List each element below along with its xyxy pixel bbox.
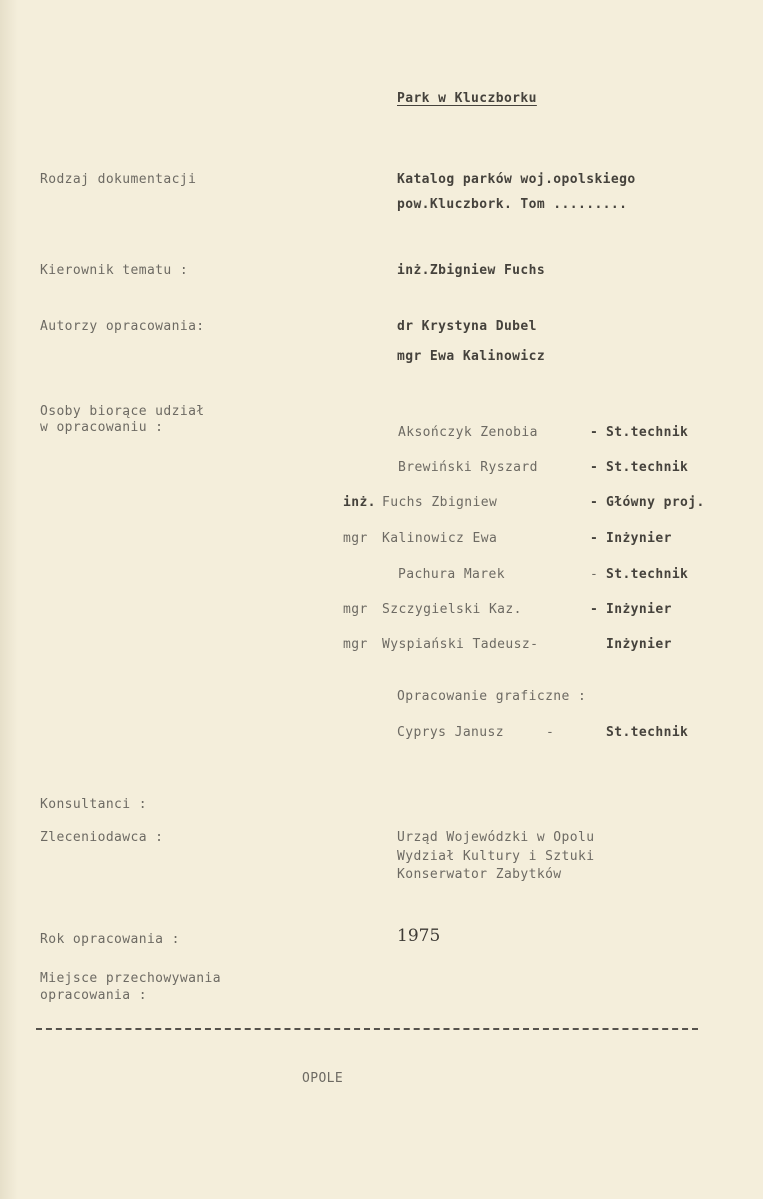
value-document-type-line1: Katalog parków woj.opolskiego <box>397 172 636 187</box>
value-commissioner-line3: Konserwator Zabytków <box>397 867 562 882</box>
graphics-dash: - <box>546 725 555 740</box>
participant-prefix: mgr <box>343 531 368 546</box>
label-authors: Autorzy opracowania: <box>40 319 205 334</box>
participant-role: Inżynier <box>606 637 672 652</box>
page-edge-shadow <box>0 0 18 1199</box>
participant-dash: - <box>590 495 599 510</box>
participant-name: Wyspiański Tadeusz- <box>382 637 539 652</box>
label-consultants: Konsultanci : <box>40 797 147 812</box>
participant-dash: - <box>590 531 599 546</box>
participant-role: St.technik <box>606 567 689 582</box>
label-year: Rok opracowania : <box>40 932 180 947</box>
participant-name: Pachura Marek <box>398 567 505 582</box>
participant-role: St.technik <box>606 425 689 440</box>
value-commissioner-line2: Wydział Kultury i Sztuki <box>397 849 595 864</box>
label-storage-line2: opracowania : <box>40 988 147 1003</box>
participant-dash: - <box>590 425 599 440</box>
participant-dash: - <box>590 460 599 475</box>
participant-prefix: inż. <box>343 495 376 510</box>
document-title: Park w Kluczborku <box>397 91 537 106</box>
value-document-type-line2: pow.Kluczbork. Tom ......... <box>397 197 628 212</box>
participant-name: Szczygielski Kaz. <box>382 602 522 617</box>
graphics-label: Opracowanie graficzne : <box>397 689 587 704</box>
label-document-type: Rodzaj dokumentacji <box>40 172 197 187</box>
participant-dash: - <box>590 602 599 617</box>
label-topic-manager: Kierownik tematu : <box>40 263 189 278</box>
participant-prefix: mgr <box>343 637 368 652</box>
participant-role: Inżynier <box>606 602 672 617</box>
participant-role: St.technik <box>606 460 689 475</box>
participant-role: Główny proj. <box>606 495 705 510</box>
horizontal-rule <box>36 1028 698 1030</box>
footer-city: OPOLE <box>302 1071 344 1086</box>
value-topic-manager: inż.Zbigniew Fuchs <box>397 263 546 278</box>
participant-dash: - <box>590 567 599 582</box>
label-participants-line2: w opracowaniu : <box>40 420 164 435</box>
value-year: 1975 <box>397 926 441 946</box>
graphics-name: Cyprys Janusz <box>397 725 504 740</box>
value-commissioner-line1: Urząd Wojewódzki w Opolu <box>397 830 595 845</box>
label-commissioner: Zleceniodawca : <box>40 830 164 845</box>
participant-name: Brewiński Ryszard <box>398 460 538 475</box>
participant-name: Aksończyk Zenobia <box>398 425 538 440</box>
value-author-2: mgr Ewa Kalinowicz <box>397 349 546 364</box>
participant-name: Fuchs Zbigniew <box>382 495 498 510</box>
participant-prefix: mgr <box>343 602 368 617</box>
participant-role: Inżynier <box>606 531 672 546</box>
participant-name: Kalinowicz Ewa <box>382 531 498 546</box>
label-participants-line1: Osoby biorące udział <box>40 404 205 419</box>
value-author-1: dr Krystyna Dubel <box>397 319 537 334</box>
label-storage-line1: Miejsce przechowywania <box>40 971 221 986</box>
graphics-role: St.technik <box>606 725 689 740</box>
